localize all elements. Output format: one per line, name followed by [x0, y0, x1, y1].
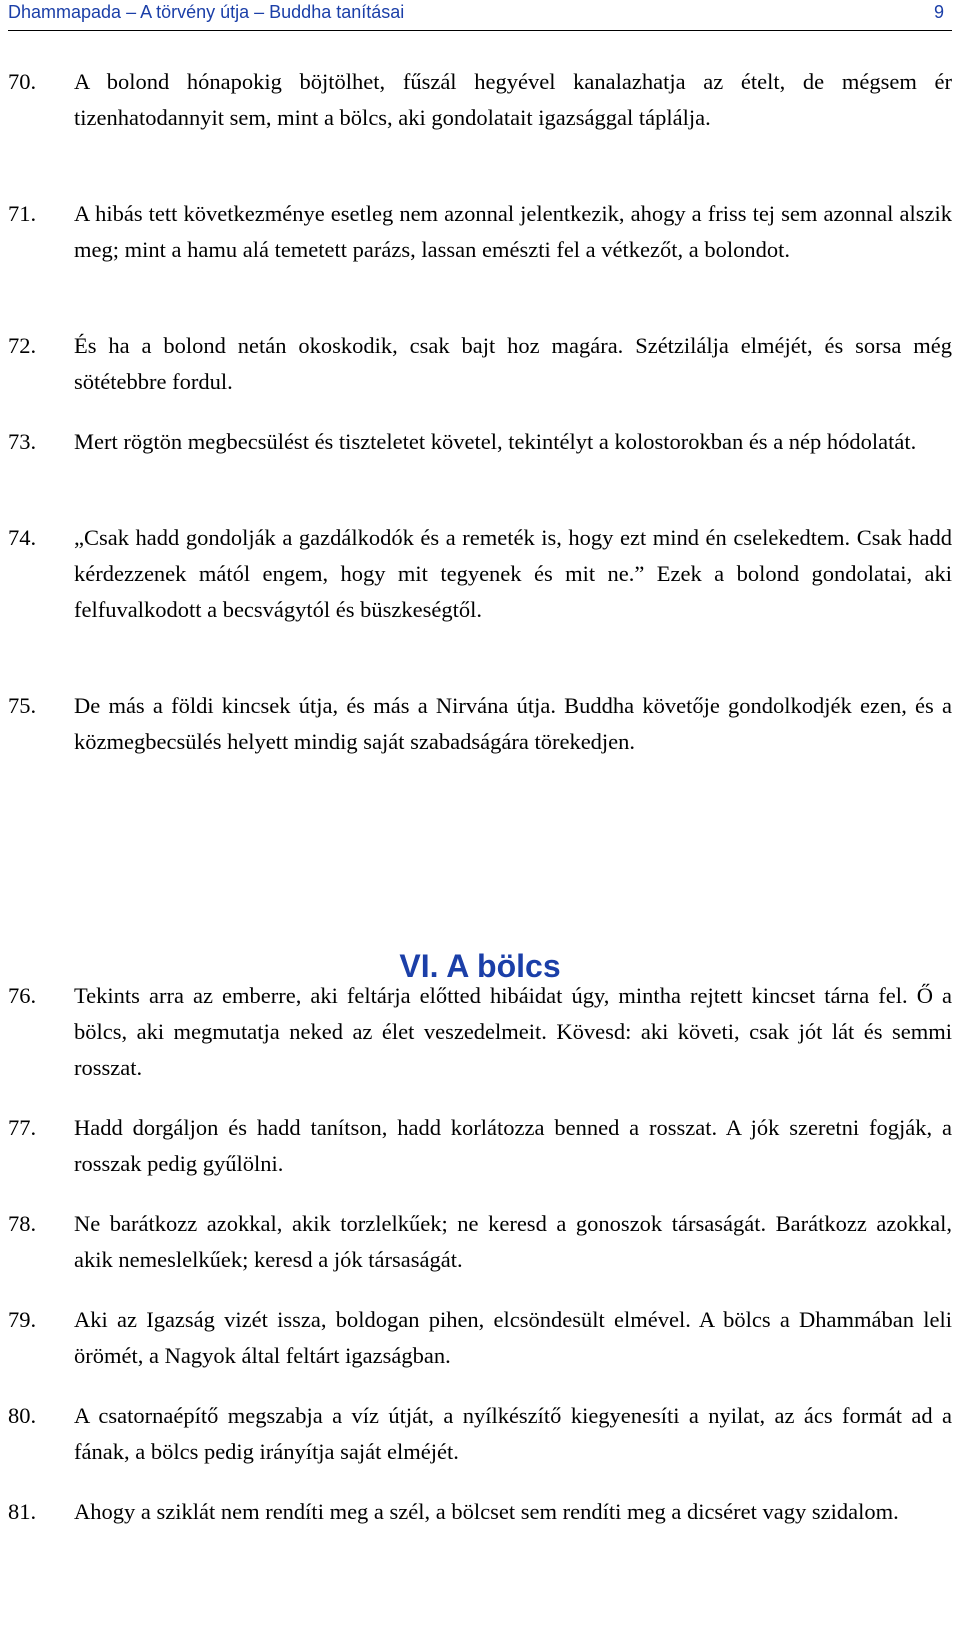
verse-73	[8, 424, 952, 460]
verse-text: „Csak hadd gondolják a gazdálkodók és a remeték is, hogy ezt mind én cselekedtem. Csak hadd kérdezzenek mától engem, hogy mit tegyenek és mit ne.” Ezek a bolond gondolatai, aki felfuvalkodott a becsvágytól és büszkeségtől.	[74, 525, 952, 622]
verse-text: A hibás tett következménye esetleg nem azonnal jelentkezik, ahogy a friss tej sem azonnal alszik meg; mint a hamu alá temetett parázs, lassan emészti fel a vétkezőt, a bolondot.	[74, 201, 952, 262]
verse-number: 80.	[8, 1403, 37, 1428]
verse-number: 79.	[8, 1307, 37, 1332]
verse-80	[8, 1398, 952, 1470]
verse-76	[8, 978, 952, 1086]
verse-70	[8, 64, 952, 136]
page-header	[8, 0, 952, 31]
verse-number: 73.	[8, 429, 37, 454]
verse-text: Ne barátkozz azokkal, akik torzlelkűek; ne keresd a gonoszok társaságát. Barátkozz azokkal, akik nemeslelkűek; keresd a jók társaságát.	[74, 1211, 952, 1272]
verse-78	[8, 1206, 952, 1278]
verse-text: Aki az Igazság vizét issza, boldogan pihen, elcsöndesült elmével. A bölcs a Dhammában leli örömét, a Nagyok által feltárt igazságban.	[74, 1307, 952, 1368]
verse-text: A csatornaépítő megszabja a víz útját, a nyílkészítő kiegyenesíti a nyilat, az ács formát ad a fának, a bölcs pedig irányítja saját elméjét.	[74, 1403, 952, 1464]
verse-72	[8, 328, 952, 400]
verse-81	[8, 1494, 952, 1530]
verse-number: 75.	[8, 693, 37, 718]
verse-number: 81.	[8, 1499, 37, 1524]
verse-number: 77.	[8, 1115, 37, 1140]
verse-71	[8, 196, 952, 268]
verse-number: 72.	[8, 333, 37, 358]
verse-text: És ha a bolond netán okoskodik, csak bajt hoz magára. Szétzilálja elméjét, és sorsa még sötétebbre fordul.	[74, 333, 952, 394]
header-title: Dhammapada – A törvény útja – Buddha tanításai	[8, 2, 405, 22]
section-title: VI. A bölcs	[399, 948, 561, 984]
verse-number: 76.	[8, 983, 37, 1008]
verse-74	[8, 520, 952, 628]
verse-number: 74.	[8, 525, 37, 550]
page-number: 9	[933, 2, 944, 22]
verse-text: A bolond hónapokig böjtölhet, fűszál hegyével kanalazhatja az ételt, de mégsem ér tizenhatodannyit sem, mint a bölcs, aki gondolatait igazsággal táplálja.	[74, 69, 952, 130]
verse-77	[8, 1110, 952, 1182]
verse-text: Tekints arra az emberre, aki feltárja előtted hibáidat úgy, mintha rejtett kincset tárna fel. Ő a bölcs, aki megmutatja neked az élet veszedelmeit. Kövesd: aki követi, csak jót lát és semmi rosszat.	[74, 983, 952, 1080]
verse-text: Hadd dorgáljon és hadd tanítson, hadd korlátozza benned a rosszat. A jók szeretni fogják, a rosszak pedig gyűlölni.	[74, 1115, 952, 1176]
verse-text: Ahogy a sziklát nem rendíti meg a szél, a bölcset sem rendíti meg a dicséret vagy szidalom.	[74, 1499, 899, 1524]
verse-79	[8, 1302, 952, 1374]
verse-75	[8, 688, 952, 760]
verse-number: 78.	[8, 1211, 37, 1236]
verse-number: 70.	[8, 69, 37, 94]
verse-text: Mert rögtön megbecsülést és tiszteletet követel, tekintélyt a kolostorokban és a nép hódolatát.	[74, 429, 917, 454]
verse-number: 71.	[8, 201, 37, 226]
verse-text: De más a földi kincsek útja, és más a Nirvána útja. Buddha követője gondolkodjék ezen, és a közmegbecsülés helyett mindig saját szabadságára törekedjen.	[74, 693, 952, 754]
